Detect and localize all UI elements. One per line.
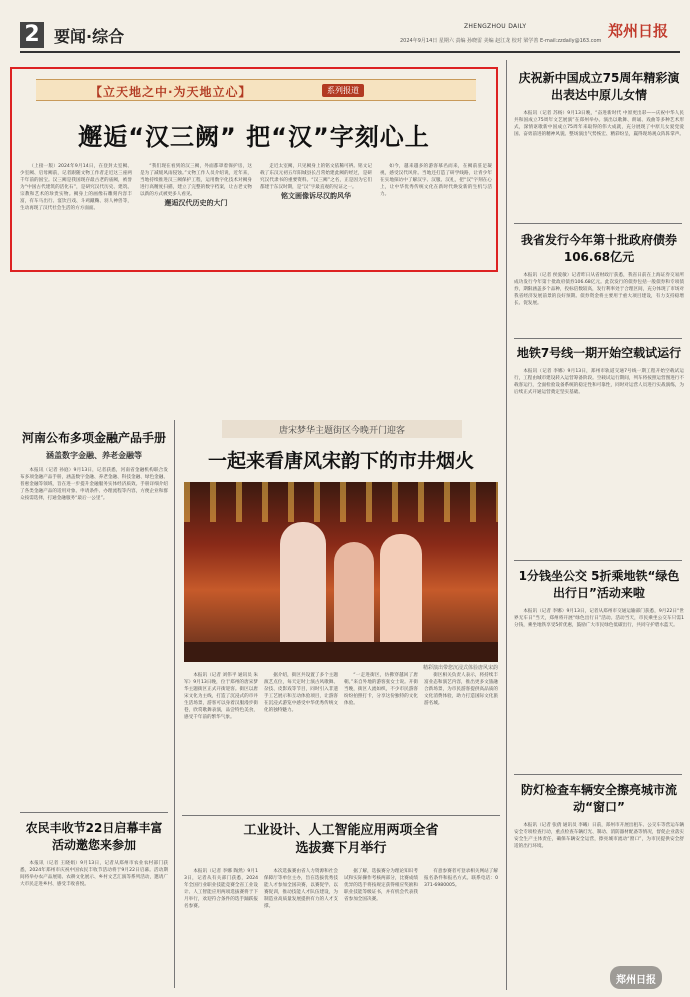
feature-banner-text: 【立天地之中·为天地立心】 <box>90 85 252 99</box>
paper-name-en: ZHENGZHOU DAILY <box>464 23 527 30</box>
feature-banner <box>36 79 476 101</box>
section-title: 要闻·综合 <box>54 27 125 46</box>
bond-article <box>514 232 684 337</box>
left-rule-1 <box>20 812 168 813</box>
finance-subtitle: 涵盖数字金融、养老金融等 <box>46 451 142 460</box>
farmers-body: 本报讯（记者 王晓娟）9月13日，记者从郑州市农业农村部门获悉，2024年郑州市庆祝中国农民丰收节活动将于9月22日启幕。活动期间将举办农产品展销、农耕文化展示、乡村文艺汇演等系列活动，邀请广大市民走进乡村、感受丰收喜悦。 <box>20 861 168 887</box>
photo-stage <box>184 642 498 662</box>
farmers-article <box>20 820 168 988</box>
right-top-article <box>514 70 684 220</box>
right-top-title: 庆祝新中国成立75周年精彩演出表达中原儿女情 <box>518 71 680 102</box>
mid-rule <box>182 815 500 816</box>
feature-col-1: （上接一版）2024年9月14日，在登封太室阙、少室阙、启母阙前，记者跟随文物工作者走近这三座两千年前的国宝。汉三阙是我国现存最古老的庙阙，被誉为“中国古代建筑的活化石”，是研究汉代历史、建筑、宗教和艺术的珍贵实物。阙身上的画像石雕刻内容丰富，有车马出行、宴饮百戏、斗鸡蹴鞠、羽人神兽等，生动再现了汉代社会生活的方方面面。 <box>20 164 132 211</box>
feature-subhead-1: 邂逅汉代历史的大门 <box>164 199 228 207</box>
tang-col-3: “一走进街区，仿佛穿越回了唐朝。”来自外地的游客张女士说。开街当晚，街区人流如织，不少市民游客纷纷拍照打卡，分享这份独特的文化体验。 <box>344 673 418 706</box>
bike-body: 本报讯（记者 李娜）9月13日，记者从郑州市交通运输部门获悉，9月22日“世界无车日”当天，郑州将开展“绿色出行日”活动。活动当天，市民乘坐公交车只需1分钱，乘坐地铁享受5折优惠，鼓励广大市民绿色低碳出行，共同守护碧水蓝天。 <box>514 609 684 628</box>
tang-kicker: 唐宋梦华主题街区今晚开门迎客 <box>278 426 405 436</box>
bike-article <box>514 568 684 768</box>
photo-lanterns <box>184 482 498 522</box>
farmers-title: 农民丰收节22日启幕丰富活动邀您来参加 <box>25 821 163 852</box>
right-rule-2 <box>514 338 682 339</box>
feature-col-4: 如今，越来越多的游客慕名而来，在阙前驻足凝视，感受汉代风骨。当地还打造了研学线路，让青少年在实地探访中了解汉字、汉服、汉礼，把“汉”字刻在心上，让中华优秀传统文化在新时代焕发新的生机与活力。 <box>380 164 492 197</box>
feature-col-3: 走近太室阙，只见阙身上的铭文依稀可辨。铭文记载了东汉元初五年阳城县长吕常始建此阙的经过，是研究汉代隶书的重要资料。“汉三阙”之名，正是因为它们都建于东汉时期，是“汉”字最直观的见证之一。 铭文画像诉尽汉韵风华 <box>260 164 372 200</box>
feature-col-2: “我们现在看到的汉三阙，外面都罩着保护房，这是为了减缓风雨侵蚀。”文物工作人员介绍说，近年来，当地持续推进汉三阙保护工程，运用数字化技术对阙身进行高精度扫描，建立了完整的数字档案，让古老文物以新的方式被更多人看见。 邂逅汉代历史的大门 <box>140 164 252 207</box>
feature-banner-tag: 系列报道 <box>322 84 364 97</box>
finance-title: 河南公布多项金融产品手册 <box>21 431 166 445</box>
right-rule-1 <box>514 223 682 224</box>
bike-title: 1分钱坐公交 5折乘地铁“绿色出行日”活动来啦 <box>518 569 680 600</box>
metro-article <box>514 345 684 555</box>
finance-article <box>20 430 168 805</box>
industrial-col-4: 有意参赛者可登录相关网站了解报名条件和报名方式。联系电话：0371-6980005。 <box>424 869 498 888</box>
column-divider <box>506 60 507 990</box>
fire-title: 防灯检查车辆安全擦亮城市流动“窗口” <box>520 783 677 814</box>
right-rule-4 <box>514 774 682 775</box>
masthead <box>0 0 690 52</box>
tang-col-1: 本报讯（记者 刘伟平 通讯员 朱军）9月13日晚，位于郑州的唐宋梦华主题街区正式开街迎客。街区以唐宋文化为主线，打造了沉浸式的市井生活场景，游客可以身着汉服漫步街巷，欣赏歌舞表演，品尝特色美食，感受千年前的繁华气象。 <box>184 673 258 720</box>
meta-line: 2024年9月14日 星期六 责编 孙晓雷 美编 赵江龙 校对 梁学善 E-mail:zzdaily@163.com <box>400 38 602 44</box>
right-top-body: 本报讯（记者 苏杨）9月13日晚，“奋进新时代 中原更出彩——庆祝中华人民共和国成立75周年文艺展演”在郑州举办。演出以歌舞、朗诵、戏曲等多种艺术形式，深情讴歌新中国成立75周年来取得的伟大成就，充分展现了中原儿女爱党爱国、奋勇前进的精神风貌。整场演出气势恢宏、精彩纷呈，赢得现场观众阵阵掌声。 <box>514 111 684 137</box>
tang-col-2: 据介绍，街区共设置了多个主题演艺点位，每天定时上演古风歌舞、杂技、皮影戏等节目，同时引入非遗手工艺展示和互动体验项目，让游客在沉浸式游览中感受中华优秀传统文化的独特魅力。 <box>264 673 338 713</box>
tang-article <box>182 420 500 812</box>
industrial-article <box>182 822 500 988</box>
photo-dancer-1 <box>280 522 326 662</box>
industrial-col-3: 据了解，选拔赛分为理论知识考试和实际操作考核两部分，比赛成绩优异的选手将按规定获得相应奖励和职业技能等级证书，并有机会代表我省参加全国决赛。 <box>344 869 418 902</box>
feature-article <box>10 67 498 272</box>
fire-article <box>514 782 684 987</box>
watermark-text: 郑州日报 <box>616 975 656 986</box>
finance-body: 本报讯（记者 孙庭）9月13日，记者获悉，河南省金融机构联合发布多项金融产品手册，涵盖数字金融、养老金融、科技金融、绿色金融、普惠金融等领域，旨在进一步提升金融服务实体经济质效。手册详细介绍了各类金融产品的适用对象、申请条件、办理流程等内容，方便企业和群众按需选择，打通金融服务“最后一公里”。 <box>20 468 168 501</box>
tang-kicker-bar <box>222 420 462 438</box>
paper-logo: 郑州日报 <box>608 22 669 40</box>
fire-body: 本报讯（记者 张倩 通讯员 李曦）日前，郑州市开展出租车、公交车等营运车辆安全专项检查行动，重点检查车辆灯光、制动、消防器材配备等情况，督促企业落实安全生产主体责任，确保车辆安全运营，擦亮城市流动“窗口”，为市民提供安全舒适的出行环境。 <box>514 823 684 849</box>
bond-title: 我省发行今年第十批政府债券106.68亿元 <box>520 233 677 264</box>
page-number: 2 <box>20 22 44 48</box>
feature-subhead-2: 铭文画像诉尽汉韵风华 <box>281 192 351 200</box>
industrial-col-1: 本报讯（记者 李娜 陶然）9月13日，记者从有关部门获悉，2024年全国行业职业技能竞赛全省工业设计、人工智能应用两项选拔赛将于下月举行，欢迎符合条件的选手踊跃报名参赛。 <box>184 869 258 909</box>
right-rule-3 <box>514 560 682 561</box>
bond-body: 本报讯（记者 侯爱敏）记者昨日从省财政厅获悉，我省日前在上海证券交易所成功发行今年第十批政府债券106.68亿元。此次发行的债券包括一般债券和专项债券，期限涵盖多个品种，投标倍数较高，发行利率处于合理区间，充分体现了市场对我省经济发展前景的良好预期。债券资金将主要用于重大项目建设，有力支持稳增长、促发展。 <box>514 273 684 306</box>
feature-title: 邂逅“汉三阙” 把“汉”字刻心上 <box>78 123 430 151</box>
watermark <box>610 966 662 989</box>
metro-title: 地铁7号线一期开始空载试运行 <box>516 346 682 360</box>
header-rule <box>20 51 680 53</box>
tang-caption: 精彩演出带您沉浸式体验唐风宋韵 <box>422 665 498 671</box>
tang-col-4: 街区相关负责人表示，将持续丰富业态和演艺内容，推出更多文旅融合新场景，为市民游客提供高品质的文化消费体验，助力打造国际文化旅游名城。 <box>424 673 498 706</box>
industrial-col-2: 本次选拔赛由省人力资源和社会保障厅等单位主办，旨在选拔优秀技能人才参加全国决赛，以赛促学、以赛促训，推动技能人才队伍建设，为制造业高质量发展提供有力的人才支撑。 <box>264 869 338 909</box>
tang-title: 一起来看唐风宋韵下的市井烟火 <box>207 450 474 472</box>
tang-photo <box>184 482 498 662</box>
metro-body: 本报讯（记者 李娜）9月13日，郑州市轨道交通7号线一期工程开始空载试运行，工程由城市建设转入运营筹备阶段。空载试运行期间，列车将按照运营图进行不载客运行，全面检验设备系统的稳定性和可靠性，同时对运营人员进行实战演练，为后续正式开通运营奠定坚实基础。 <box>514 369 684 395</box>
left-col-divider <box>174 420 175 988</box>
industrial-title: 工业设计、人工智能应用两项全省选拔赛下月举行 <box>243 823 439 856</box>
